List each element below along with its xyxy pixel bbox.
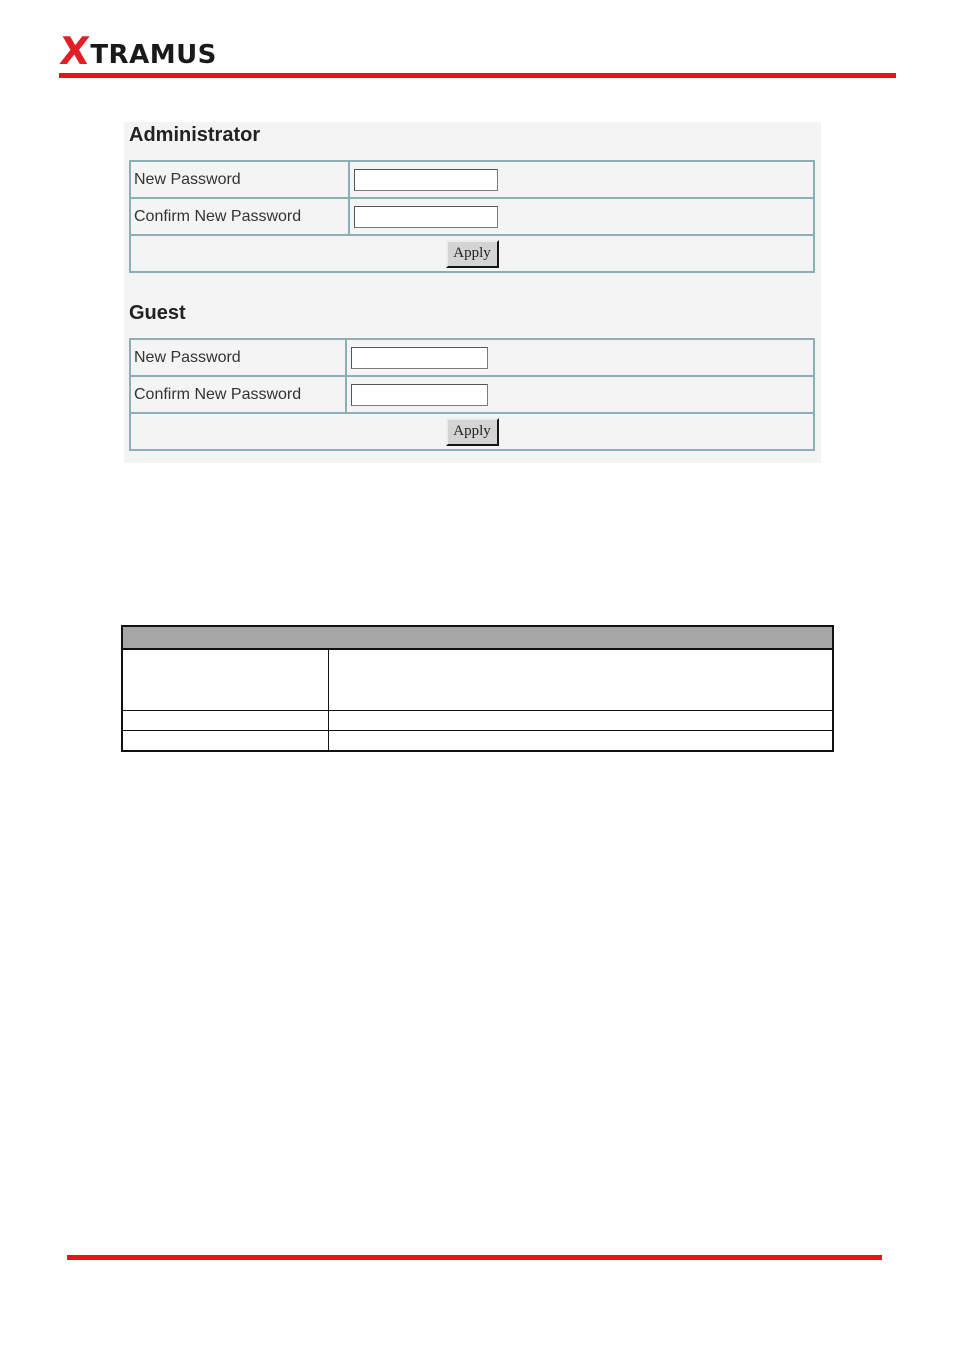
administrator-password-form (129, 160, 815, 273)
guest-section-title: Guest (129, 302, 186, 324)
guest-new-password-row (130, 339, 814, 376)
admin-new-password-input[interactable] (354, 169, 498, 191)
table-row (122, 711, 833, 731)
guest-confirm-password-label: Confirm New Password (130, 376, 346, 413)
admin-new-password-label: New Password (130, 161, 349, 198)
table-cell-description (328, 711, 833, 731)
logo-x-letter: X (57, 29, 92, 73)
table-row (122, 731, 833, 752)
guest-confirm-password-row (130, 376, 814, 413)
table-cell-term (122, 649, 328, 711)
guest-confirm-password-input[interactable] (351, 384, 488, 406)
administrator-section-title: Administrator (129, 124, 261, 146)
table-header (122, 626, 833, 649)
logo-wordmark: TRAMUS (90, 40, 217, 70)
password-settings-panel (124, 122, 821, 463)
guest-new-password-input[interactable] (351, 347, 488, 369)
guest-apply-button[interactable]: Apply (446, 418, 499, 446)
admin-apply-button[interactable]: Apply (446, 240, 499, 268)
guest-apply-row (130, 413, 814, 450)
table-header-row (122, 626, 833, 649)
admin-confirm-password-label: Confirm New Password (130, 198, 349, 235)
guest-new-password-label: New Password (130, 339, 346, 376)
xtramus-logo (57, 29, 217, 73)
table-cell-term (122, 731, 328, 752)
admin-apply-row (130, 235, 814, 272)
table-cell-description (328, 731, 833, 752)
field-description-table (121, 625, 834, 752)
header-rule (59, 73, 896, 78)
admin-confirm-password-row (130, 198, 814, 235)
admin-new-password-row (130, 161, 814, 198)
table-row (122, 649, 833, 711)
table-cell-term (122, 711, 328, 731)
table-cell-description (328, 649, 833, 711)
footer-rule (67, 1255, 882, 1260)
guest-password-form (129, 338, 815, 451)
admin-confirm-password-input[interactable] (354, 206, 498, 228)
